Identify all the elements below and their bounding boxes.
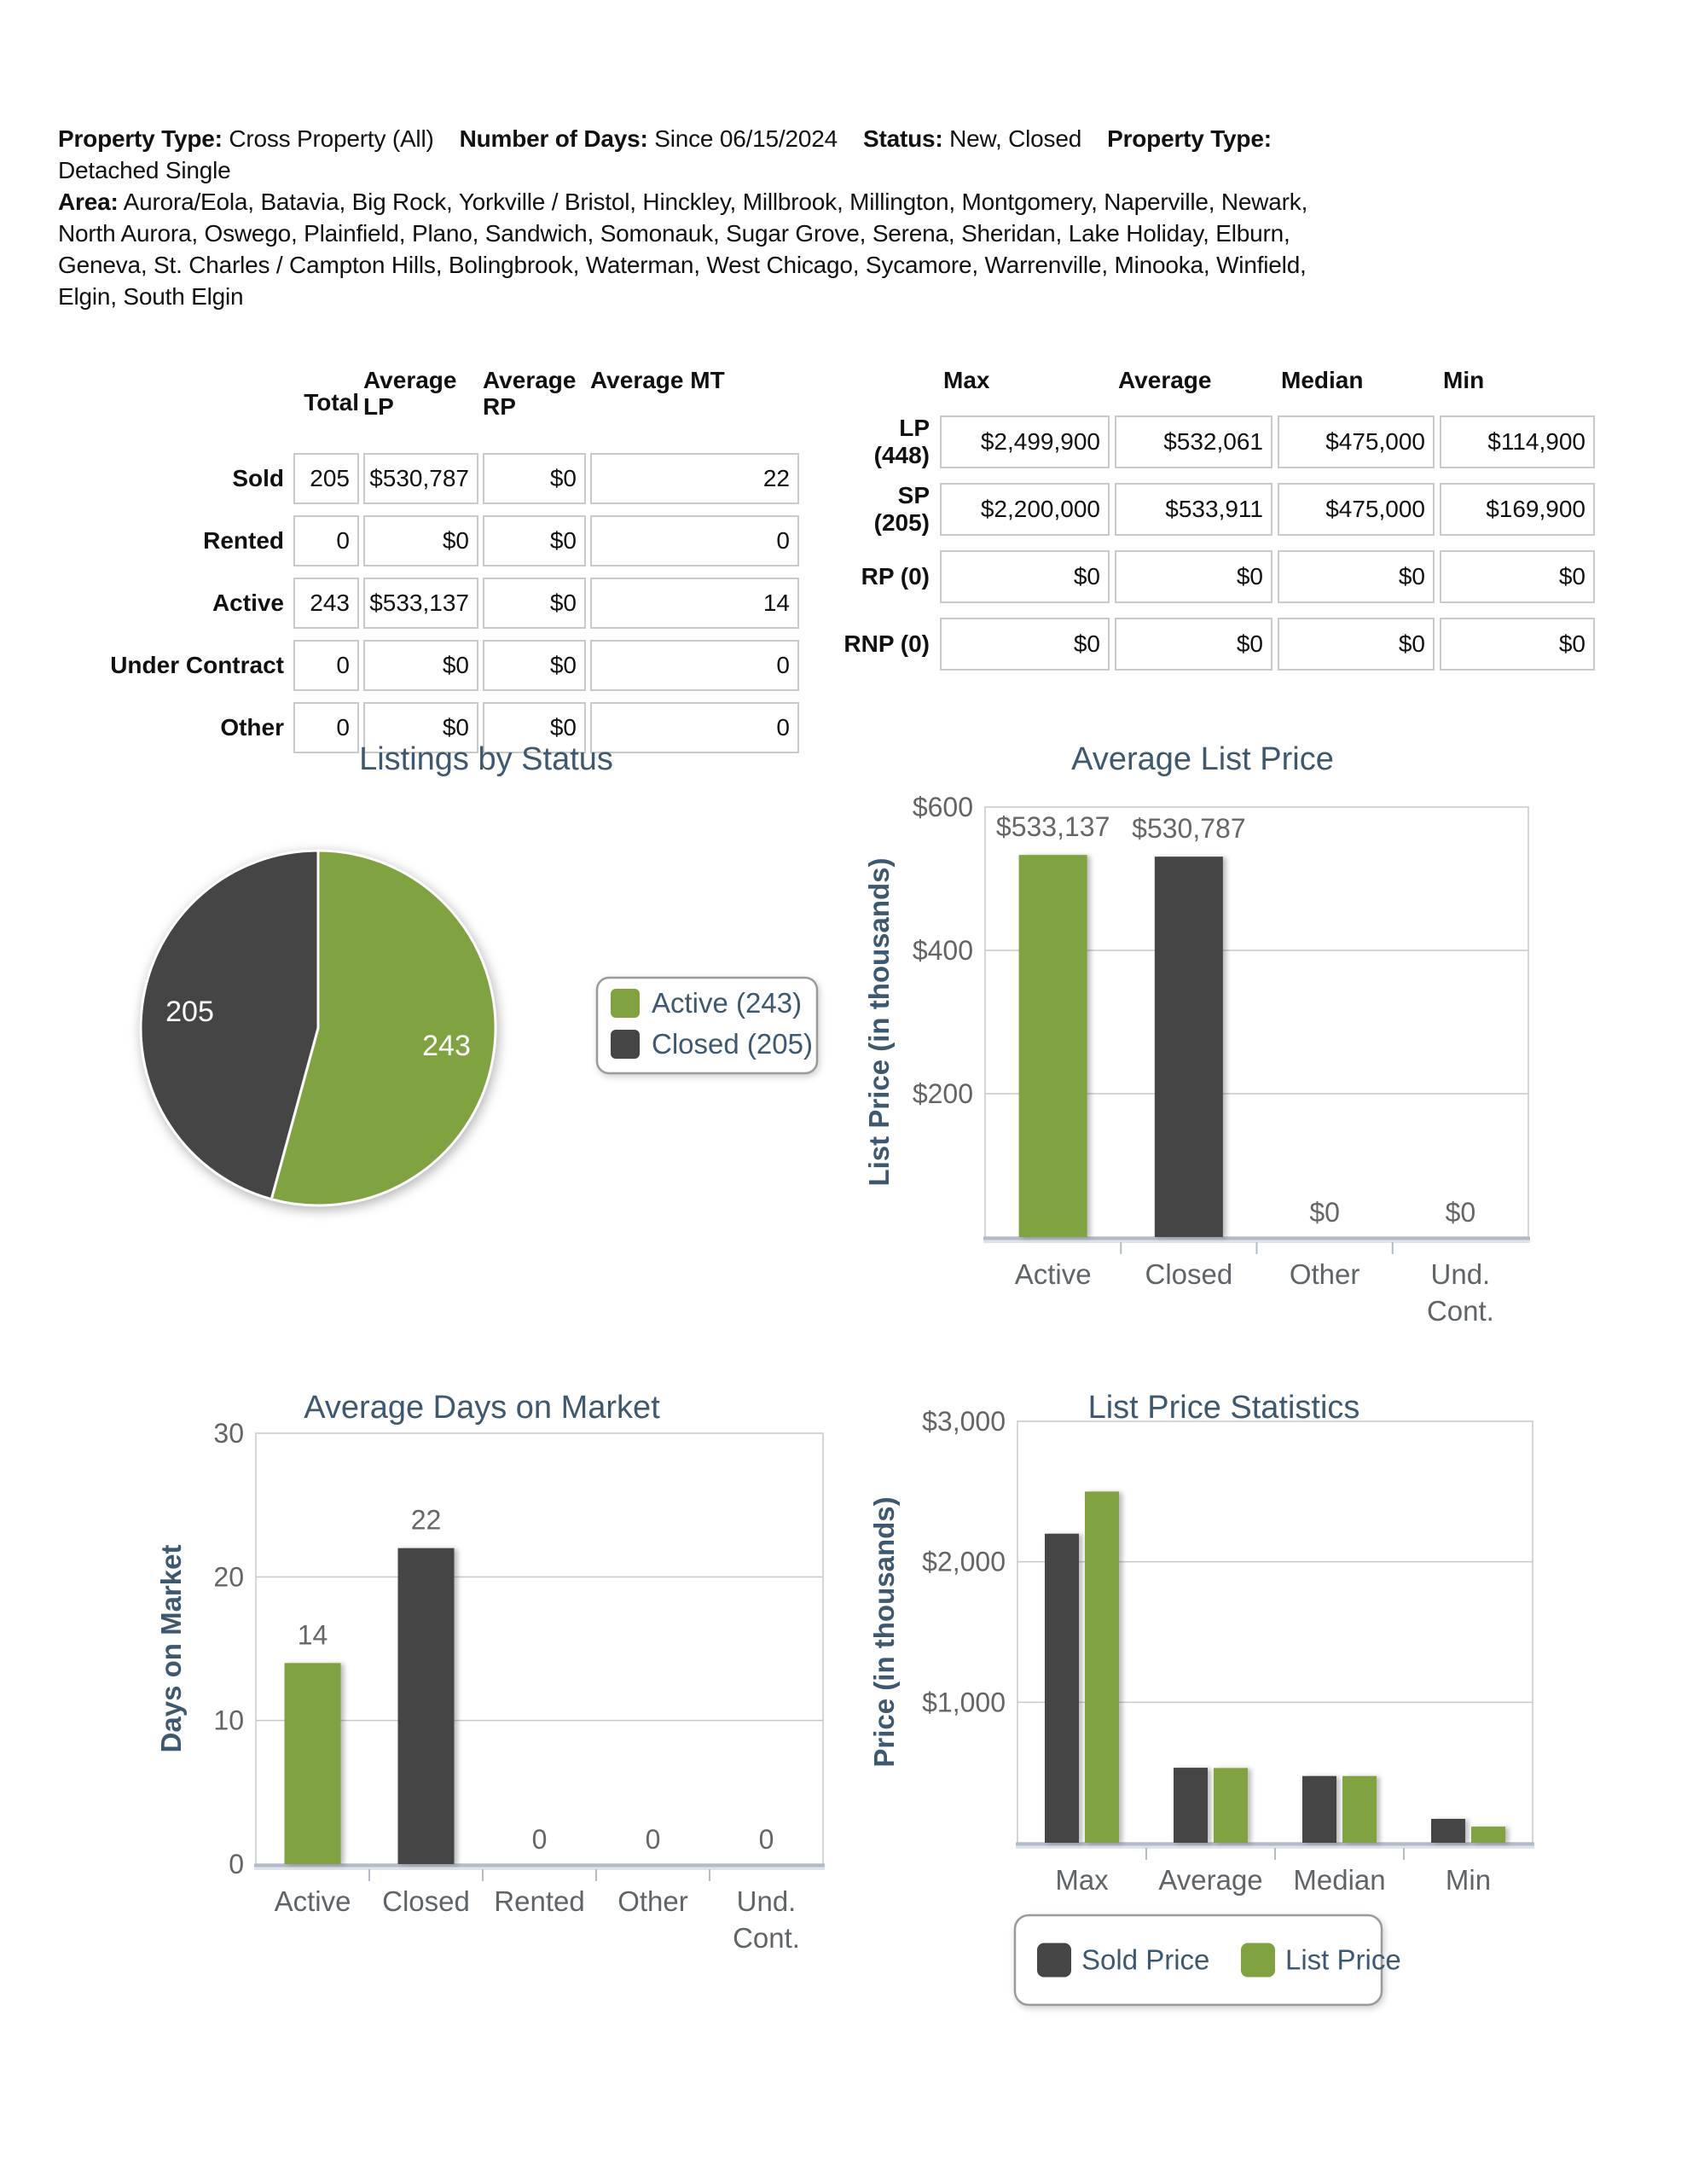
bar-List-Price-Median	[1342, 1776, 1377, 1843]
table-cell: $0	[363, 702, 478, 753]
listings-by-status-pie-chart	[85, 708, 844, 1314]
y-axis-tick-label: 30	[213, 1418, 244, 1449]
criteria-label: Property Type:	[1107, 125, 1272, 152]
bar-Sold-Price-Average	[1174, 1768, 1208, 1843]
price-statistics-table	[840, 367, 1595, 671]
table-cell: $530,787	[363, 453, 478, 504]
table-cell: $0	[483, 453, 586, 504]
x-axis-category-label: Und. Cont.	[1426, 1258, 1494, 1327]
table-cell: 243	[293, 578, 359, 629]
column-header: Min	[1443, 367, 1485, 393]
table-cell: $533,137	[363, 578, 478, 629]
area-label: Area:	[58, 189, 119, 215]
row-label: LP (448)	[873, 415, 930, 468]
status-summary-table	[95, 367, 799, 753]
table-cell: $0	[363, 515, 478, 566]
table-cell: $169,900	[1440, 483, 1595, 536]
x-axis-category-label: Other	[617, 1885, 688, 1917]
table-cell: 205	[293, 453, 359, 504]
bar-value-label: 14	[297, 1619, 328, 1651]
chart-title: Listings by Status	[359, 741, 613, 777]
table-cell: $475,000	[1278, 483, 1435, 536]
row-label: RP (0)	[861, 563, 930, 590]
criteria-value: Detached Single	[58, 157, 231, 183]
chart-title: Average Days on Market	[304, 1390, 660, 1426]
table-cell: 14	[590, 578, 799, 629]
x-axis-category-label: Average	[1158, 1864, 1263, 1896]
bar-value-label: $530,787	[1132, 813, 1246, 845]
plot-area	[256, 1433, 823, 1864]
criteria-label: Property Type:	[58, 125, 223, 152]
table-cell: $0	[483, 515, 586, 566]
table-cell: $0	[483, 578, 586, 629]
table-cell: $0	[1115, 550, 1272, 603]
table-cell: $0	[940, 618, 1110, 671]
bar-value-label: $0	[1309, 1197, 1340, 1228]
legend-swatch-Sold-Price	[1037, 1943, 1071, 1978]
area-line	[58, 186, 1337, 312]
legend-swatch-List-Price	[1241, 1943, 1275, 1978]
bar-Sold-Price-Min	[1431, 1819, 1465, 1843]
table-cell: $114,900	[1440, 415, 1595, 468]
table-cell: $0	[1115, 618, 1272, 671]
column-header: Average	[1118, 367, 1212, 393]
bar-value-label: 0	[645, 1824, 661, 1855]
bar-Active	[285, 1663, 341, 1864]
y-axis-tick-label: 10	[213, 1705, 244, 1736]
x-axis-category-label: Max	[1055, 1864, 1109, 1896]
table-cell: 0	[293, 702, 359, 753]
x-axis-category-label: Closed	[1145, 1258, 1233, 1290]
report-criteria	[58, 123, 1337, 312]
criteria-pair	[460, 125, 838, 152]
row-label: Under Contract	[110, 652, 284, 678]
y-axis-tick-label: $1,000	[922, 1687, 1006, 1718]
bar-Sold-Price-Median	[1302, 1776, 1336, 1843]
y-axis-tick-label: $200	[912, 1078, 973, 1109]
y-axis-title: Days on Market	[155, 1544, 187, 1753]
bar-value-label: 0	[758, 1824, 774, 1855]
criteria-label: Number of Days:	[459, 125, 648, 152]
row-label: Active	[212, 590, 284, 616]
legend-label: Active (243)	[652, 987, 803, 1019]
table-cell: $2,200,000	[940, 483, 1110, 536]
y-axis-title: Price (in thousands)	[868, 1496, 900, 1768]
table-cell: $0	[1278, 618, 1435, 671]
legend-label: List Price	[1285, 1943, 1401, 1976]
criteria-value: Cross Property (All)	[229, 125, 434, 152]
table-cell: $2,499,900	[940, 415, 1110, 468]
column-header: Average LP	[363, 367, 457, 421]
average-days-on-market-bar-chart	[85, 1365, 844, 2030]
legend-swatch	[611, 989, 640, 1018]
row-label: Other	[220, 714, 284, 741]
table-cell: $0	[1440, 618, 1595, 671]
row-label: SP (205)	[873, 482, 930, 536]
corner-cell	[95, 367, 289, 442]
x-axis-category-label: Und. Cont.	[733, 1885, 800, 1954]
table-cell: 0	[293, 515, 359, 566]
table-cell: $0	[1440, 550, 1595, 603]
bar-Sold-Price-Max	[1045, 1534, 1079, 1843]
column-header: Median	[1281, 367, 1364, 393]
x-axis-category-label: Rented	[494, 1885, 585, 1917]
chart-title: Average List Price	[1071, 741, 1334, 777]
criteria-label: Status:	[863, 125, 943, 152]
bar-value-label: $533,137	[995, 811, 1110, 843]
bar-Closed	[398, 1548, 455, 1864]
table-cell: $0	[363, 640, 478, 691]
legend-label: Sold Price	[1081, 1943, 1210, 1976]
column-header: Average RP	[483, 367, 577, 421]
legend-label: Closed (205)	[652, 1028, 813, 1060]
corner-cell	[840, 367, 935, 401]
column-header: Average MT	[590, 367, 725, 393]
table-cell: $0	[1278, 550, 1435, 603]
bar-List-Price-Min	[1471, 1827, 1505, 1843]
pie-slice-value: 205	[165, 995, 214, 1028]
criteria-pair	[863, 125, 1081, 152]
average-list-price-bar-chart	[844, 708, 1612, 1356]
x-axis-category-label: Other	[1289, 1258, 1360, 1290]
legend-swatch	[611, 1030, 640, 1059]
column-header: Total	[304, 389, 359, 415]
bar-value-label: $0	[1445, 1197, 1476, 1228]
bar-Closed	[1155, 857, 1223, 1237]
x-axis-category-label: Active	[274, 1885, 351, 1917]
bar-value-label: 0	[531, 1824, 548, 1855]
table-cell: 22	[590, 453, 799, 504]
bar-List-Price-Max	[1085, 1491, 1119, 1843]
table-cell: 0	[293, 640, 359, 691]
row-label: Sold	[232, 465, 284, 491]
criteria-value: Since 06/15/2024	[654, 125, 838, 152]
row-label: Rented	[203, 527, 284, 554]
y-axis-tick-label: $2,000	[922, 1546, 1006, 1577]
criteria-pair	[58, 125, 434, 152]
chart-title: List Price Statistics	[1087, 1390, 1360, 1426]
x-axis-category-label: Closed	[382, 1885, 470, 1917]
y-axis-title: List Price (in thousands)	[863, 857, 895, 1187]
table-cell: 0	[590, 640, 799, 691]
bar-List-Price-Average	[1214, 1768, 1248, 1843]
y-axis-tick-label: 20	[213, 1561, 244, 1593]
y-axis-tick-label: $400	[912, 935, 973, 966]
row-label: RNP (0)	[844, 630, 930, 657]
criteria-line	[58, 123, 1337, 186]
table-cell: 0	[590, 702, 799, 753]
x-axis-category-label: Active	[1014, 1258, 1092, 1290]
x-axis-category-label: Min	[1445, 1864, 1492, 1896]
table-cell: $0	[940, 550, 1110, 603]
pie-slice-value: 243	[422, 1030, 471, 1063]
area-value: Aurora/Eola, Batavia, Big Rock, Yorkville / Bristol, Hinckley, Millbrook, Millington, Montgomery, Naperville, Newark, North Aurora, Oswego, Plainfield, Plano, Sandwich, Somonauk, Sugar Grove, Serena, Sheridan, Lake Holiday, Elburn, Geneva, St. Charles / Campton Hills, Bolingbrook, Waterman, West Chicago, Sycamore, Warrenville, Minooka, Winfield, Elgin, South Elgin	[58, 189, 1308, 310]
x-axis-category-label: Median	[1293, 1864, 1386, 1896]
table-cell: $475,000	[1278, 415, 1435, 468]
criteria-value: New, Closed	[949, 125, 1082, 152]
list-price-statistics-bar-chart	[844, 1365, 1612, 2116]
y-axis-tick-label: $3,000	[922, 1406, 1006, 1437]
table-cell: $532,061	[1115, 415, 1272, 468]
bar-Active	[1019, 855, 1087, 1237]
table-cell: $533,911	[1115, 483, 1272, 536]
y-axis-tick-label: 0	[229, 1849, 244, 1879]
table-cell: $0	[483, 702, 586, 753]
y-axis-tick-label: $600	[912, 792, 973, 822]
table-cell: 0	[590, 515, 799, 566]
table-cell: $0	[483, 640, 586, 691]
bar-value-label: 22	[410, 1504, 442, 1536]
column-header: Max	[943, 367, 990, 393]
